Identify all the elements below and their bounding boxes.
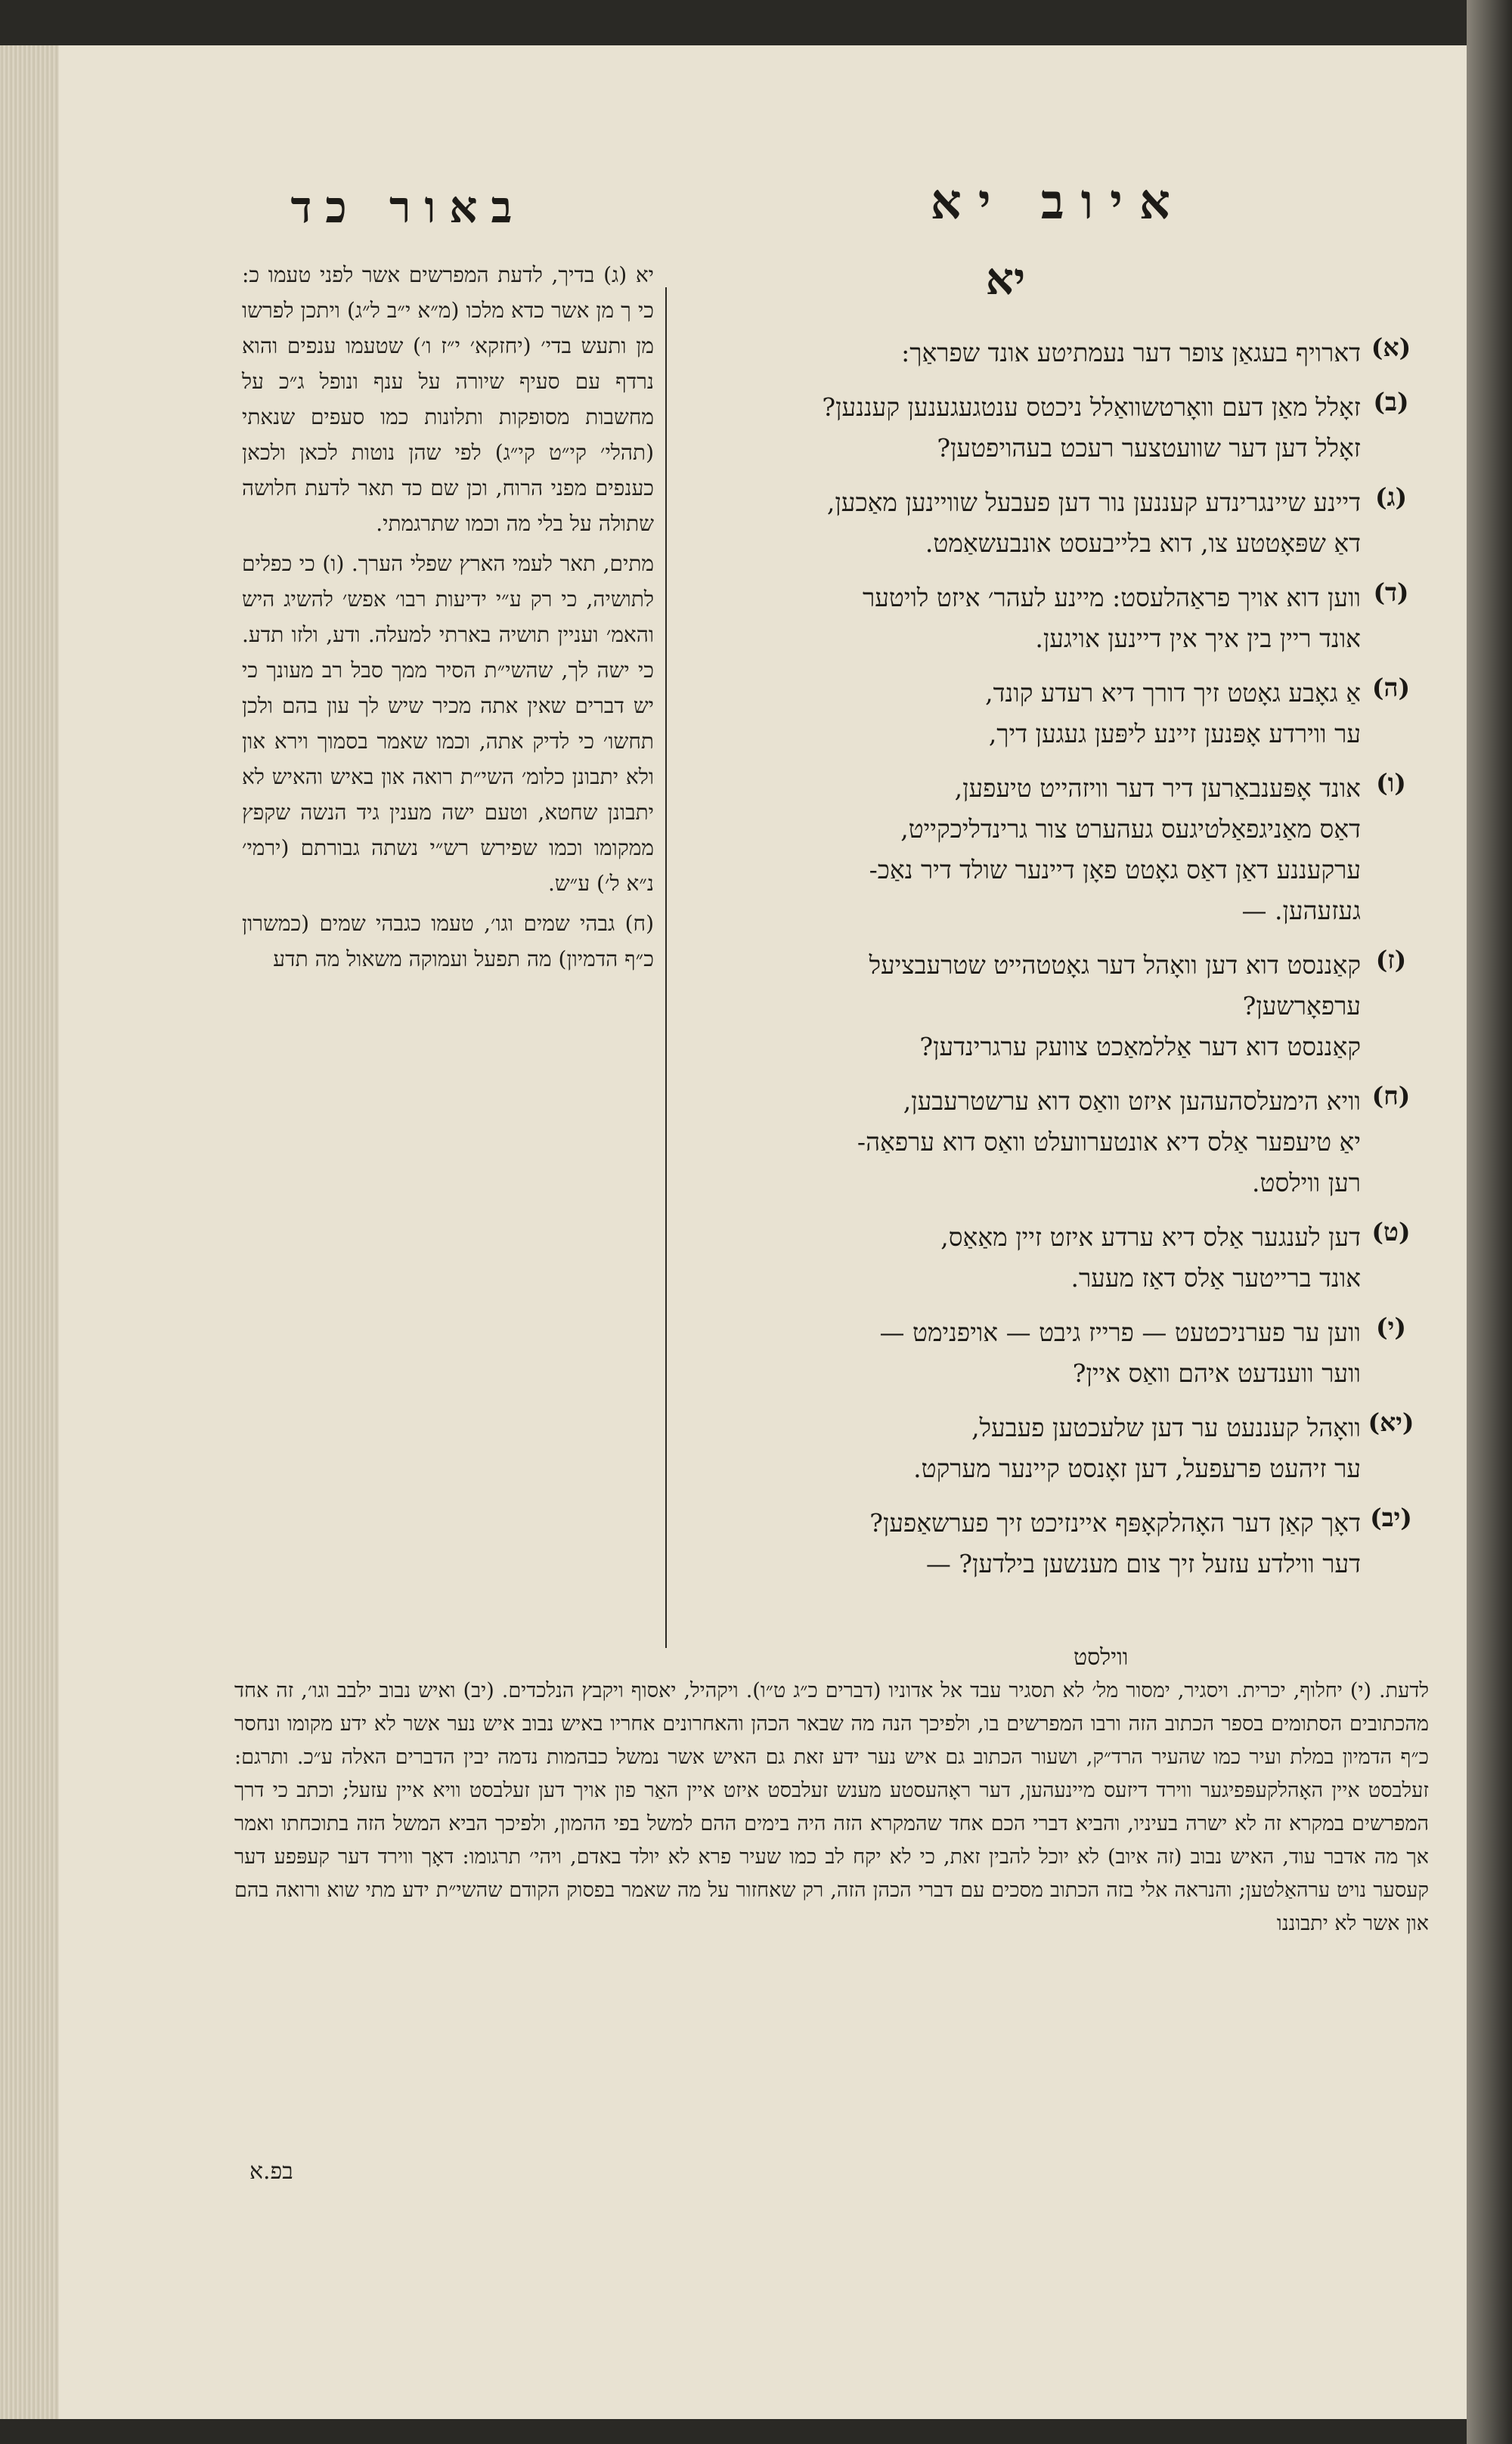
verse-line: דאַס מאַניגפאַלטיגעס געהערט צור גרינדליכקייט, — [900, 814, 1361, 844]
verse-line: וואָהל קעננעט ער דען שלעכטען פעבעל, — [971, 1413, 1361, 1442]
verse — [680, 945, 1421, 1067]
verse — [680, 1408, 1421, 1489]
verse — [680, 482, 1421, 564]
verse-number: (ה) — [1371, 673, 1411, 702]
verse — [680, 768, 1421, 931]
book-spine — [1467, 0, 1512, 2444]
verse-text — [680, 1312, 1361, 1394]
commentary-paragraph: מתים, תאר לעמי הארץ שפלי הערך. (ו) כי כפלים לתושיה, כי רק ע״י ידיעות רבו׳ אפש׳ להשיג היש והאמ׳ ועניין תושיה בארתי למעלה. ודע, ולזו תדע. כי ישה לך, שהשי״ת הסיר ממך סבל רב מעונך כי יש דברים שאין אתה מכיר שיש לך עון בהם ולכן תחשו׳ כי לדיק אתה, וכמו שאמר בסמוך וירא און ולא יתבונן כלומ׳ השי״ת רואה און באיש והאיש לא יתבונן שחטא, וטעם ישה מענין גיד הנשה שקפץ ממקומו וכמו שפירש רש״י נשתה גבורתם (ירמי׳ נ״א ל׳) ע״ש. — [242, 551, 654, 896]
verse-text — [680, 945, 1361, 1067]
verse — [680, 1312, 1421, 1394]
catchword: ווילסט — [1074, 1644, 1129, 1671]
verse-line: קאַננסט דוא דען וואָהל דער גאָטטהייט שטרעבציעל — [869, 950, 1361, 980]
verse-number: (ג) — [1374, 482, 1408, 512]
verse-line: דער ווילדע עזעל זיך צום מענשען בילדען? — — [925, 1549, 1361, 1578]
verse — [680, 578, 1421, 659]
verse — [680, 1081, 1421, 1203]
verse-line: דאַ שפּאָטטע צו, דוא בלייבעסט אונבעשאַמט. — [925, 528, 1361, 558]
verse — [680, 1503, 1421, 1584]
verse-line: דאָך קאַן דער האָהלקאָפּף איינזיכט זיך פערשאַפען? — [869, 1508, 1361, 1538]
verse — [680, 387, 1421, 469]
verse-number: (ו) — [1376, 768, 1406, 798]
column-divider — [665, 287, 667, 1648]
commentary-paragraph: יא (ג) בדיך, לדעת המפרשים אשר לפני טעמו כ: כי ך מן אשר כדא מלכו (מ״א י״ב ל״ג) ויתכן לפרשו מן ותעש בדי׳ (יחזקא׳ י״ז ו׳) שטעמו ענפים והוא נרדף עם סעיף שיורה על ענף ונופל ג״כ על מחשבות מסופקות ותלונות כמו סעפים שנאתי (תהלי׳ קי״ט קי״ג) לפי שהן נוטות לכאן ולכאן כענפים מפני הרוח, וכן שם כד תאר לדעת חלושה שתולה על בלי מה וכמו שתרגמתי. — [242, 262, 654, 536]
verse — [680, 1217, 1421, 1299]
verse-line: קאַננסט דוא דער אַללמאַכט צוועק ערגרינדען? — [919, 1032, 1361, 1061]
verse-number: (יא) — [1368, 1408, 1414, 1437]
verse-number: (ז) — [1375, 945, 1407, 974]
verse-text — [680, 333, 1361, 373]
verse-line: וויא הימעלסהעהען איזט וואַס דוא ערשטרעבען, — [903, 1086, 1361, 1116]
verse-number: (א) — [1371, 333, 1411, 362]
verse-line: רען ווילסט. — [1252, 1168, 1361, 1197]
running-title-right: איוב יא — [930, 174, 1187, 231]
verse-line: אַ גאָבע גאָטט זיך דורך דיא רעדע קונד, — [985, 678, 1361, 708]
verse-text — [680, 673, 1361, 754]
book-page-edge — [0, 45, 60, 2419]
verse-column — [680, 333, 1421, 1598]
footnote-block: לדעת. (י) יחלוף, יכרית. ויסגיר, ימסור מל׳ לא תסגיר עבד אל אדוניו (דברים כ״ג ט״ו). ויקהיל, יאסוף ויקבץ הנלכדים. (יב) ואיש נבוב ילבב וגו׳, זה אחד מהכתובים הסתומים בספר הכתוב הזה ורבו המפרשים בו, ולפיכך הנה מה שבאר הכהן והאחרונים אחריו באיש נבוב איש נער אשר לא ידע מקומו ונחסר כ״ף הדמיון במלת ועיר כמו שהעיר הרד״ק, ושעור הכתוב גם איש נער ידע זאת גם האיש אשר נמשל כבהמות נדמה יבין הדברים האלה ע״כ. ותרגם: זעלבסט איין האָהלקעפּפיגער ווירד דיזעס מיינעהען, דער ראָהעסטע מענש זעלבסט איזט איין האַר פון אויך דען זעלבסט וויא איין עזעל; וכתב כי דרך המפרשים במקרא זה לא ישרה בעיניו, והביא דברי הכם אחד שהמקרא הזה היה בימים ההם למשל בפי ההמון, ולפיכך הביא המשל הזה בתוכחתו ואמר אך מה אדבר עוד, האיש נבוב (זה איוב) לא יוכל להבין זאת, כי לא יקח לב כמו שעיר פרא לא יולד באדם, ויהי׳ תרגומו: דאָך ווירד דער קעפּפע דער קעסער נויט ערהאַלטען; והנראה אלי בזה הכתוב מסכים עם דברי הכהן הזה, רק שאחזור על מה שאמר בפסוק הקודם שהשי״ת ידע מתי שוא ורואה בהם און אשר לא יתבוננו — [234, 1679, 1429, 1935]
verse-line: ער ווירדע אָפּנען זיינע ליפּען געגען דיך, — [988, 719, 1361, 748]
verse-line: ערקעננע דאַן דאַס גאָטט פאָן דיינער שולד דיר נאַכ- — [869, 855, 1361, 884]
verse — [680, 673, 1421, 754]
commentary-column — [242, 257, 654, 981]
verse-text — [680, 1503, 1361, 1584]
verse-line: דארויף בעגאַן צופר דער נעמתיטע אונד שפראַך: — [901, 338, 1361, 367]
running-title-left: באור כד — [290, 181, 526, 233]
verse-line: זאָלל דען דער שוועטצער רעכט בעהויפטען? — [937, 433, 1361, 463]
verse-line: אונד אָפּענבאַרען דיר דער וויזהייט טיעפען, — [954, 773, 1361, 803]
verse-line: ער זיהעט פרעפעל, דען זאָנסט קיינער מערקט. — [913, 1454, 1361, 1483]
verse-line: דיינע שיינגרינדע קעננען נור דען פעבעל שוויינען מאַכען, — [826, 488, 1361, 517]
verse-line: אונד ברייטער אַלס דאַז מעער. — [1070, 1263, 1361, 1293]
verse-number: (ד) — [1373, 578, 1409, 607]
signature-mark: בפ.א — [249, 2158, 293, 2185]
verse-text — [680, 387, 1361, 469]
verse-text — [680, 1217, 1361, 1299]
verse-text — [680, 1081, 1361, 1203]
verse-line: ערפאָרשען? — [1242, 991, 1361, 1021]
commentary-paragraph: (ח) גבהי שמים וגו׳, טעמו כגבהי שמים (כמשרון כ״ף הדמיון) מה תפעל ועמוקה משאול מה תדע — [242, 911, 654, 971]
verse-number: (יב) — [1370, 1503, 1412, 1532]
verse-line: ווען דוא אויך פראַהלעסט: מיינע לעהר׳ איזט לויטער — [863, 583, 1361, 612]
verse-text — [680, 482, 1361, 564]
verse-line: ווער ווענדעט איהם וואַס איין? — [1072, 1358, 1361, 1388]
verse-number: (ט) — [1371, 1217, 1411, 1247]
verse-line: דען לענגער אַלס דיא ערדע איזט זיין מאַאַס, — [940, 1222, 1361, 1252]
verse-text — [680, 1408, 1361, 1489]
verse-line: יאַ טיעפער אַלס דיא אונטערוועלט וואַס דוא ערפאַה- — [857, 1127, 1361, 1157]
chapter-heading: יא — [985, 253, 1026, 305]
verse — [680, 333, 1421, 373]
verse-number: (ח) — [1371, 1081, 1411, 1110]
verse-line: געזעהען. — — [1241, 896, 1361, 925]
verse-number: (י) — [1376, 1312, 1406, 1342]
verse-line: זאָלל מאַן דעם וואָרטשוואַלל ניכטס ענטגעגענען קעננען? — [822, 392, 1361, 422]
verse-line: ווען ער פערניכטעט — פרייז גיבט — אויפנימט — — [879, 1318, 1361, 1347]
verse-text — [680, 768, 1361, 931]
verse-line: אונד ריין בין איך אין דיינען אויגען. — [1035, 624, 1361, 653]
verse-number: (ב) — [1373, 387, 1409, 417]
verse-text — [680, 578, 1361, 659]
